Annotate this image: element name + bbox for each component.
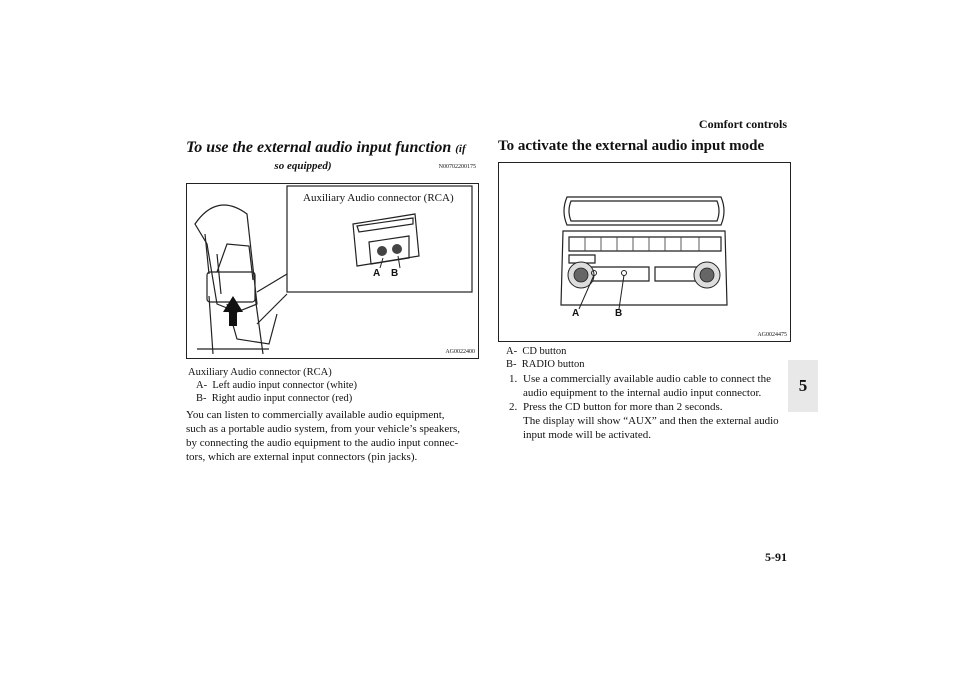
figure-label-a: A bbox=[373, 268, 381, 279]
callout-label: Auxiliary Audio connector (RCA) bbox=[303, 192, 454, 204]
figure-label-a: A bbox=[572, 308, 580, 319]
reference-code: N00702200175 bbox=[438, 164, 476, 170]
console-illustration bbox=[187, 184, 478, 358]
caption-title: Auxiliary Audio connector (RCA) bbox=[188, 367, 332, 378]
chapter-tab: 5 bbox=[788, 360, 818, 412]
caption-key: A- bbox=[196, 380, 208, 391]
left-title-sub: so equipped) bbox=[274, 160, 332, 172]
caption-list bbox=[196, 379, 357, 405]
step-line: Press the CD button for more than 2 seconds. bbox=[523, 401, 723, 413]
figure-label-b: B bbox=[615, 308, 623, 319]
caption-item bbox=[196, 379, 357, 392]
left-body-paragraph bbox=[186, 408, 480, 464]
step-number: 1. bbox=[509, 373, 518, 385]
section-header: Comfort controls bbox=[698, 117, 787, 131]
caption-item bbox=[506, 345, 584, 358]
body-line: such as a portable audio system, from your vehicle’s speakers, bbox=[186, 423, 461, 435]
step-number: 2. bbox=[509, 401, 518, 413]
caption-text: Left audio input connector (white) bbox=[212, 380, 357, 391]
aux-connector-figure bbox=[186, 183, 479, 359]
step-line: input mode will be activated. bbox=[523, 429, 651, 441]
figure-label-b: B bbox=[391, 268, 399, 279]
audio-unit-illustration bbox=[499, 163, 790, 341]
right-caption-list bbox=[506, 345, 584, 371]
audio-unit-figure bbox=[498, 162, 791, 342]
caption-text: CD button bbox=[522, 346, 567, 357]
body-line: by connecting the audio equipment to the audio input connec- bbox=[186, 437, 459, 449]
step-item bbox=[509, 400, 791, 442]
figure-code: AG0022400 bbox=[445, 349, 475, 355]
step-line: audio equipment to the internal audio input connector. bbox=[523, 387, 762, 399]
steps-list bbox=[509, 372, 791, 442]
figure-code: AG0024475 bbox=[757, 332, 787, 338]
right-section-title: To activate the external audio input mode bbox=[498, 138, 765, 154]
caption-key: A- bbox=[506, 346, 518, 357]
body-line: You can listen to commercially available audio equipment, bbox=[186, 409, 445, 421]
caption-text: RADIO button bbox=[521, 359, 585, 370]
caption-key: B- bbox=[506, 359, 517, 370]
caption-key: B- bbox=[196, 393, 207, 404]
left-title-paren: (if bbox=[455, 143, 466, 155]
step-line: The display will show “AUX” and then the external audio bbox=[523, 415, 779, 427]
caption-item bbox=[196, 392, 357, 405]
body-line: tors, which are external input connectors (pin jacks). bbox=[186, 451, 418, 463]
page-number: 5-91 bbox=[765, 550, 787, 564]
step-item bbox=[509, 372, 791, 400]
step-line: Use a commercially available audio cable to connect the bbox=[523, 373, 771, 385]
caption-item bbox=[506, 358, 584, 371]
caption-text: Right audio input connector (red) bbox=[211, 393, 353, 404]
left-title-main: To use the external audio input function bbox=[186, 139, 452, 156]
